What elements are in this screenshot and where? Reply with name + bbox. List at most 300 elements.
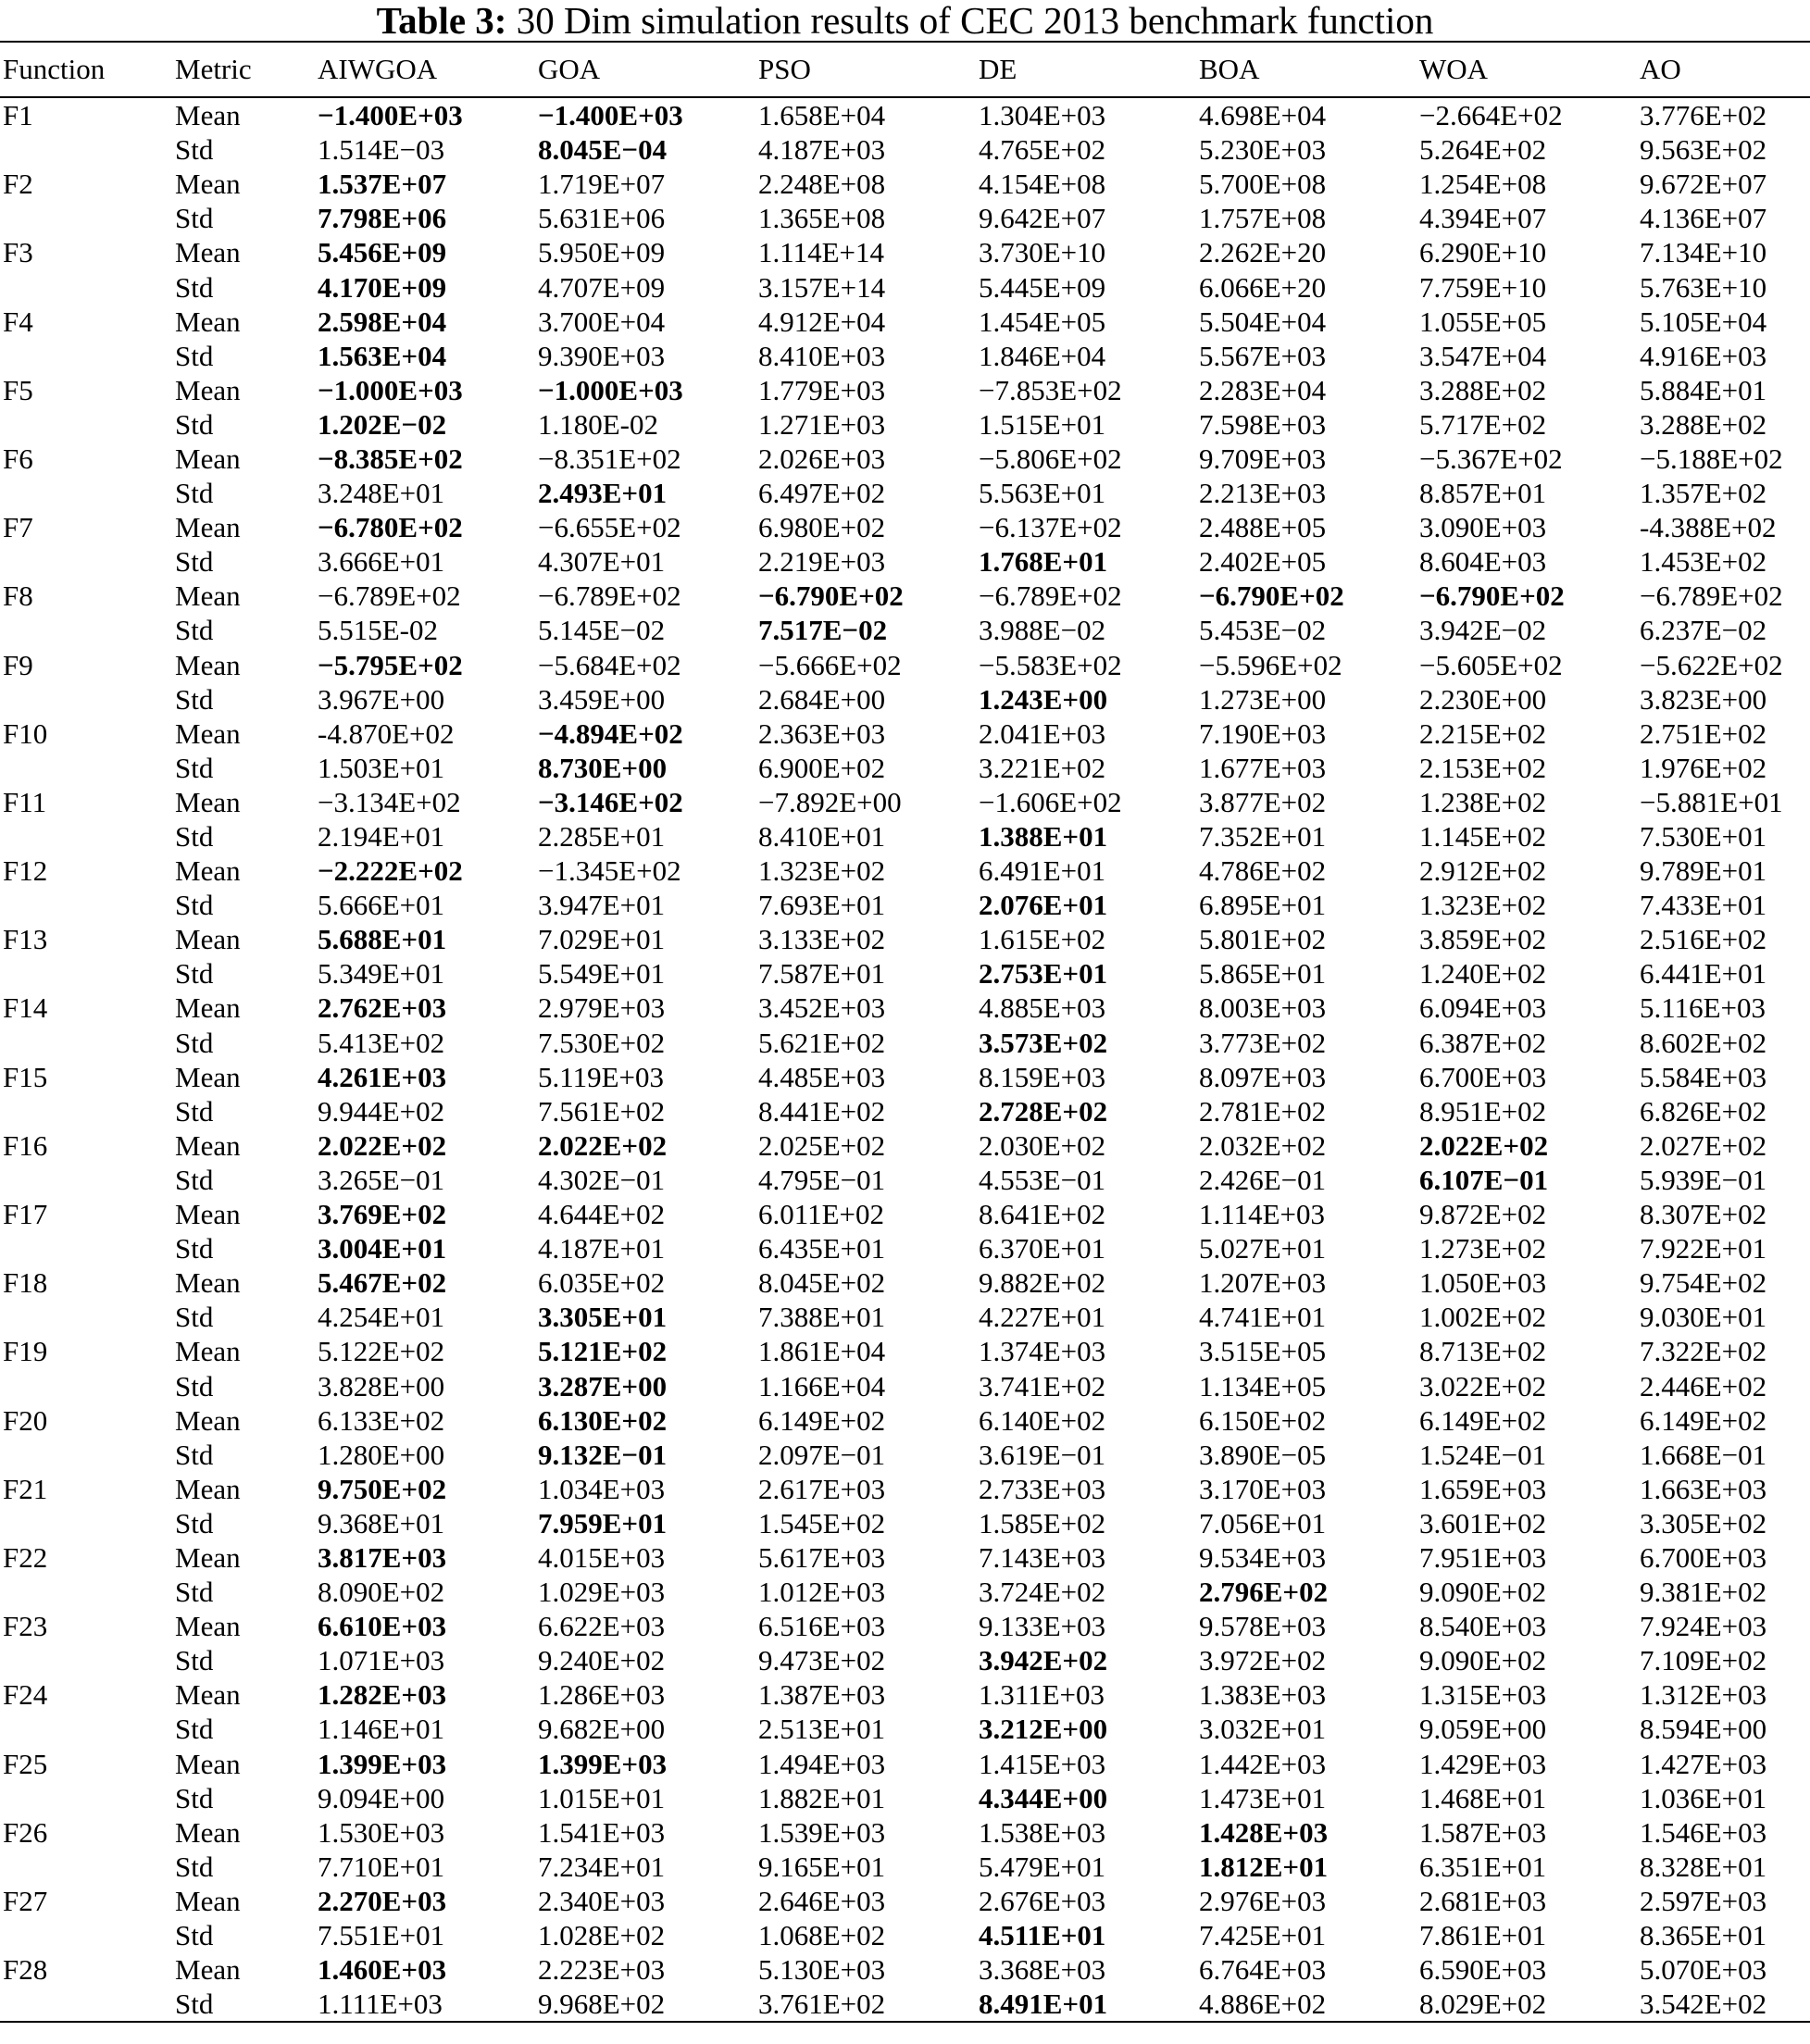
cell-value: 1.538E+03 [979,1815,1106,1849]
cell-value: 6.516E+03 [758,1610,886,1643]
cell-metric: Std [175,1301,214,1334]
cell-value: 4.511E+01 [979,1919,1106,1952]
cell-metric: Std [175,1094,214,1128]
cell-value: 4.644E+02 [538,1198,666,1231]
cell-value: 9.642E+07 [979,202,1106,235]
cell-value: 6.066E+20 [1199,270,1327,304]
cell-value: −7.892E+00 [758,785,902,818]
cell-value: 4.254E+01 [318,1301,445,1334]
cell-value: 1.114E+03 [1199,1198,1326,1231]
cell-value: 8.594E+00 [1640,1713,1767,1746]
cell-value: 1.111E+03 [315,1987,535,2022]
cell-value: 3.515E+05 [1199,1335,1327,1368]
cell-value: 1.146E+01 [318,1713,445,1746]
table-row [0,544,1810,579]
cell-value: 8.045E+02 [758,1266,886,1300]
cell-value: 9.709E+03 [1199,442,1327,475]
table-row [0,613,1810,647]
cell-value: 4.187E+01 [538,1232,666,1265]
cell-value: 3.823E+00 [1640,682,1767,716]
cell-value: 1.311E+03 [979,1678,1105,1712]
cell-value: 1.050E+03 [1419,1266,1547,1300]
cell-metric: Std [175,1644,214,1677]
cell-value: 7.143E+03 [979,1540,1106,1574]
table-row [0,1781,1810,1815]
cell-value: 3.459E+00 [538,682,666,716]
cell-value: 4.485E+03 [758,1060,886,1093]
cell-value: 3.967E+00 [318,682,445,716]
cell-value: 3.288E+02 [1640,407,1767,441]
cell-metric: Mean [175,1128,241,1162]
cell-function [0,613,174,647]
cell-value: 3.817E+03 [318,1540,447,1574]
cell-value: 5.121E+02 [538,1335,668,1368]
table-row [0,373,1810,407]
cell-value: 3.287E+00 [538,1369,668,1402]
cell-function [0,1094,174,1128]
cell-value: 7.759E+10 [1419,270,1547,304]
cell-value: 1.166E+04 [758,1369,886,1402]
cell-value: 1.357E+02 [1640,477,1767,510]
cell-value: −5.583E+02 [979,648,1122,681]
cell-value: 9.368E+01 [318,1506,445,1539]
cell-function [0,1575,174,1609]
cell-function: F24 [3,1678,48,1712]
cell-value: 1.812E+01 [1199,1850,1329,1883]
cell-value: 2.976E+03 [1199,1884,1327,1917]
cell-metric: Mean [175,442,241,475]
cell-value: 3.452E+03 [758,991,886,1025]
cell-value: 2.676E+03 [979,1884,1106,1917]
table-row [0,1712,1810,1746]
cell-value: 6.237E−02 [1640,614,1767,647]
cell-value: 5.884E+01 [1640,373,1767,406]
cell-value: 8.602E+02 [1640,1026,1767,1059]
cell-value: 8.097E+03 [1199,1060,1327,1093]
cell-value: 6.700E+03 [1640,1540,1767,1574]
cell-value: 2.097E−01 [758,1438,886,1471]
cell-value: 6.107E−01 [1419,1163,1549,1196]
cell-function [0,1918,174,1952]
cell-value: 8.730E+00 [538,751,668,784]
table-row [0,132,1810,167]
cell-value: 5.631E+06 [538,202,666,235]
table-row [0,648,1810,682]
cell-function [0,819,174,854]
cell-value: 4.741E+01 [1199,1301,1327,1334]
cell-value: −3.134E+02 [318,785,461,818]
cell-value: 3.619E−01 [979,1438,1106,1471]
cell-value: 2.979E+03 [538,991,666,1025]
cell-value: 5.563E+01 [979,477,1106,510]
cell-value: 1.240E+02 [1419,957,1547,991]
cell-value: 5.763E+10 [1640,270,1767,304]
cell-value: 2.283E+04 [1199,373,1327,406]
cell-value: 7.710E+01 [318,1850,445,1883]
cell-value: 9.030E+01 [1640,1301,1767,1334]
cell-value: 6.370E+01 [979,1232,1106,1265]
cell-value: 1.068E+02 [758,1919,886,1952]
cell-value: 6.497E+02 [758,477,886,510]
cell-value: −5.622E+02 [1640,648,1783,681]
cell-value: 9.944E+02 [318,1094,445,1128]
table-row [0,97,1810,132]
cell-metric: Std [175,957,214,991]
cell-value: 8.441E+02 [758,1094,886,1128]
cell-value: 1.615E+02 [979,923,1106,956]
cell-value: 4.885E+03 [979,991,1106,1025]
cell-value: 3.828E+00 [318,1369,445,1402]
cell-function: F5 [3,373,33,406]
cell-value: 5.617E+03 [758,1540,886,1574]
cell-value: −6.790E+02 [1199,580,1344,613]
cell-value: 2.597E+03 [1640,1884,1767,1917]
cell-value: 2.022E+02 [1419,1128,1549,1162]
cell-value: 8.328E+01 [1640,1850,1767,1883]
cell-value: 1.454E+05 [979,305,1106,338]
cell-metric: Std [175,1576,214,1609]
cell-value: 1.280E+00 [318,1438,445,1471]
cell-value: 2.728E+02 [979,1094,1108,1128]
cell-metric: Std [175,1438,214,1471]
cell-value: −1.000E+03 [318,373,463,406]
cell-value: 5.666E+01 [318,889,445,922]
cell-function [0,339,174,373]
cell-value: 1.668E−01 [1640,1438,1767,1471]
cell-value: 1.374E+03 [979,1335,1106,1368]
cell-function: F17 [3,1198,48,1231]
table-row [0,1128,1810,1163]
cell-metric: Std [175,1369,214,1402]
cell-value: 7.029E+01 [538,923,666,956]
cell-value: 8.090E+02 [318,1576,445,1609]
cell-value: −5.367E+02 [1419,442,1563,475]
cell-value: 1.530E+03 [318,1815,445,1849]
cell-value: 2.027E+02 [1640,1128,1767,1162]
cell-value: 6.435E+01 [758,1232,886,1265]
table-row [0,1368,1810,1402]
table-row [0,1609,1810,1643]
cell-metric: Std [174,1987,315,2022]
cell-value: 4.227E+01 [979,1301,1106,1334]
cell-value: 1.286E+03 [538,1678,666,1712]
cell-metric: Std [175,407,214,441]
cell-value: 7.861E+01 [1419,1919,1547,1952]
cell-value: −8.385E+02 [318,442,463,475]
cell-value: 1.202E−02 [318,407,447,441]
cell-value: −2.664E+02 [1419,99,1563,132]
cell-metric: Mean [175,854,241,888]
cell-value: 7.134E+10 [1640,236,1767,269]
cell-value: 2.488E+05 [1199,511,1327,544]
cell-value: 5.584E+03 [1640,1060,1767,1093]
cell-value: 1.677E+03 [1199,751,1327,784]
cell-value: 1.282E+03 [318,1678,447,1712]
cell-value: 7.109E+02 [1640,1644,1767,1677]
cell-value: 1.757E+08 [1199,202,1327,235]
cell-value: 1.719E+07 [538,168,666,201]
cell-value: 4.015E+03 [538,1540,666,1574]
cell-value: 3.022E+02 [1419,1369,1547,1402]
table-row [0,235,1810,269]
cell-function: F23 [3,1610,48,1643]
cell-value: 6.826E+02 [1640,1094,1767,1128]
cell-value: 7.551E+01 [318,1919,445,1952]
cell-metric: Mean [175,785,241,818]
cell-value: 6.035E+02 [538,1266,666,1300]
cell-value: 1.468E+01 [1419,1781,1547,1814]
cell-value: −6.789E+02 [1640,580,1783,613]
cell-value: 2.646E+03 [758,1884,886,1917]
cell-value: 1.546E+03 [1640,1815,1767,1849]
cell-metric: Mean [175,1403,241,1437]
cell-value: 2.022E+02 [318,1128,447,1162]
cell-metric: Std [175,1781,214,1814]
cell-value: 7.388E+01 [758,1301,886,1334]
cell-value: 7.924E+03 [1640,1610,1767,1643]
cell-value: −5.666E+02 [758,648,902,681]
cell-value: 1.882E+01 [758,1781,886,1814]
cell-value: 8.857E+01 [1419,477,1547,510]
cell-metric: Mean [175,168,241,201]
cell-function: F12 [3,854,48,888]
table-row [0,1506,1810,1540]
cell-value: 6.980E+02 [758,511,886,544]
cell-value: 5.549E+01 [538,957,666,991]
cell-function [0,1231,174,1265]
cell-function [0,682,174,717]
cell-value: 1.861E+04 [758,1335,886,1368]
cell-value: 9.968E+02 [535,1987,755,2022]
cell-value: −1.345E+02 [538,854,681,888]
cell-value: 9.381E+02 [1640,1576,1767,1609]
cell-value: 1.036E+01 [1640,1781,1767,1814]
cell-function [0,476,174,510]
cell-value: 6.150E+02 [1199,1403,1327,1437]
cell-value: 5.515E-02 [318,614,439,647]
cell-value: 3.004E+01 [318,1232,447,1265]
cell-value: 3.547E+04 [1419,339,1547,372]
cell-value: 7.587E+01 [758,957,886,991]
cell-value: 9.165E+01 [758,1850,886,1883]
cell-value: 3.157E+14 [758,270,886,304]
cell-value: −5.806E+02 [979,442,1122,475]
cell-value: 5.027E+01 [1199,1232,1327,1265]
cell-value: 5.453E−02 [1199,614,1327,647]
header-woa: WOA [1417,42,1637,97]
cell-value: 3.947E+01 [538,889,666,922]
cell-value: 1.015E+01 [538,1781,666,1814]
cell-value: 2.076E+01 [979,889,1108,922]
cell-value: 4.261E+03 [318,1060,447,1093]
cell-value: −3.146E+02 [538,785,683,818]
cell-value: 2.340E+03 [538,1884,666,1917]
table-row [0,305,1810,339]
cell-function: F25 [3,1747,48,1780]
cell-metric: Mean [175,373,241,406]
cell-value: 1.055E+05 [1419,305,1547,338]
cell-value: 3.700E+04 [538,305,666,338]
cell-function [0,1300,174,1334]
cell-value: −6.789E+02 [318,580,461,613]
cell-value: 3.573E+02 [979,1026,1108,1059]
cell-metric: Mean [175,236,241,269]
cell-value: 6.610E+03 [318,1610,447,1643]
cell-value: 6.764E+03 [1199,1953,1327,1987]
cell-metric: Mean [175,1953,241,1987]
cell-value: 2.402E+05 [1199,545,1327,579]
cell-value: 9.240E+02 [538,1644,666,1677]
table-row [0,1334,1810,1368]
cell-value: 4.344E+00 [979,1781,1108,1814]
cell-value: 8.713E+02 [1419,1335,1547,1368]
cell-value: 1.012E+03 [758,1576,886,1609]
cell-value: 1.453E+02 [1640,545,1767,579]
table-row [0,1850,1810,1884]
cell-value: 6.290E+10 [1419,236,1547,269]
cell-value: 4.912E+04 [758,305,886,338]
cell-value: 2.219E+03 [758,545,886,579]
cell-value: 1.585E+02 [979,1506,1106,1539]
cell-value: −5.881E+01 [1640,785,1783,818]
cell-metric: Mean [175,648,241,681]
table-row [0,854,1810,888]
cell-value: 1.134E+05 [1199,1369,1327,1402]
table-row [0,1231,1810,1265]
cell-value: 5.621E+02 [758,1026,886,1059]
cell-value: 2.285E+01 [538,820,666,854]
table-row [0,1026,1810,1060]
cell-function: F10 [3,717,48,750]
cell-metric: Std [175,1713,214,1746]
cell-value: 2.363E+03 [758,717,886,750]
cell-value: 3.305E+02 [1640,1506,1767,1539]
cell-value: 7.598E+03 [1199,407,1327,441]
cell-value: 1.388E+01 [979,820,1108,854]
cell-metric: Std [175,751,214,784]
table-row [0,1918,1810,1952]
cell-function: F27 [3,1884,48,1917]
cell-metric: Std [175,545,214,579]
table-row [0,717,1810,751]
cell-value: 4.707E+09 [538,270,666,304]
cell-value: 5.105E+04 [1640,305,1767,338]
cell-value: 6.441E+01 [1640,957,1767,991]
cell-value: 4.765E+02 [979,133,1106,167]
cell-value: 1.399E+03 [538,1747,668,1780]
cell-value: 3.972E+02 [1199,1644,1327,1677]
cell-value: 2.751E+02 [1640,717,1767,750]
cell-value: 9.090E+02 [1419,1576,1547,1609]
cell-function: F13 [3,923,48,956]
cell-value: 4.786E+02 [1199,854,1327,888]
cell-value: 8.604E+03 [1419,545,1547,579]
cell-value: 5.264E+02 [1419,133,1547,167]
cell-function [0,751,174,785]
cell-value: 6.895E+01 [1199,889,1327,922]
cell-value: 4.394E+07 [1419,202,1547,235]
cell-function: F9 [3,648,33,681]
cell-value: 4.698E+04 [1199,99,1327,132]
cell-value: 2.041E+03 [979,717,1106,750]
cell-value: 1.114E+14 [758,236,885,269]
cell-value: 5.119E+03 [538,1060,665,1093]
cell-value: 4.916E+03 [1640,339,1767,372]
cell-value: 7.352E+01 [1199,820,1327,854]
table-row [0,1747,1810,1781]
cell-value: 5.116E+03 [1640,991,1766,1025]
header-row [0,42,1810,97]
cell-metric: Mean [175,511,241,544]
cell-function [0,544,174,579]
cell-metric: Mean [175,580,241,613]
cell-value: −6.137E+02 [979,511,1122,544]
cell-value: 1.494E+03 [758,1747,886,1780]
cell-function [0,1026,174,1060]
cell-value: 2.493E+01 [538,477,668,510]
cell-value: 1.323E+02 [758,854,886,888]
cell-metric: Mean [175,717,241,750]
cell-value: 7.433E+01 [1640,889,1767,922]
cell-metric: Std [175,820,214,854]
cell-metric: Std [175,339,214,372]
table-row [0,751,1810,785]
cell-value: 5.865E+01 [1199,957,1327,991]
cell-value: 2.753E+01 [979,957,1108,991]
cell-function: F15 [3,1060,48,1093]
table-row [0,1575,1810,1609]
cell-value: 2.426E−01 [1199,1163,1327,1196]
cell-metric: Mean [175,991,241,1025]
cell-value: 7.517E−02 [758,614,888,647]
cell-value: 3.265E−01 [318,1163,445,1196]
cell-value: 1.238E+02 [1419,785,1547,818]
cell-metric: Mean [175,923,241,956]
cell-value: 3.032E+01 [1199,1713,1327,1746]
cell-value: 7.798E+06 [318,202,447,235]
cell-function: F26 [3,1815,48,1849]
cell-value: 5.717E+02 [1419,407,1547,441]
cell-value: -4.870E+02 [318,717,455,750]
cell-value: 9.132E−01 [538,1438,668,1471]
cell-value: 8.410E+03 [758,339,886,372]
cell-value: 9.473E+02 [758,1644,886,1677]
table-caption-text: 30 Dim simulation results of CEC 2013 benchmark function [506,0,1434,42]
cell-value: 6.590E+03 [1419,1953,1547,1987]
cell-function: F20 [3,1403,48,1437]
cell-value: 1.428E+03 [1199,1815,1329,1849]
cell-value: 9.750E+02 [318,1472,447,1505]
cell-function: F16 [3,1128,48,1162]
cell-value: 1.028E+02 [538,1919,666,1952]
cell-function [0,407,174,442]
cell-value: 1.429E+03 [1419,1747,1547,1780]
table-body [0,97,1810,2022]
cell-value: 1.399E+03 [318,1747,447,1780]
cell-value: 3.542E+02 [1637,1987,1810,2022]
cell-function: F3 [3,236,33,269]
cell-metric: Mean [175,1678,241,1712]
cell-value: 9.563E+02 [1640,133,1767,167]
cell-metric: Std [175,614,214,647]
cell-value: 6.700E+03 [1419,1060,1547,1093]
cell-value: 9.133E+03 [979,1610,1106,1643]
cell-value: 2.032E+02 [1199,1128,1327,1162]
cell-value: 9.390E+03 [538,339,666,372]
table-row [0,1403,1810,1438]
cell-function: F7 [3,511,33,544]
header-aiwgoa: AIWGOA [315,42,535,97]
